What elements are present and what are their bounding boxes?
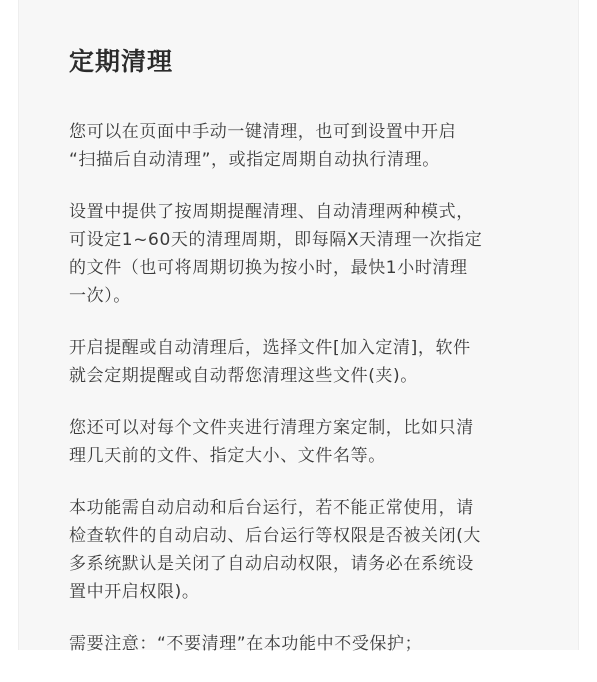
- paragraph-permissions: [69, 494, 539, 606]
- paragraph-modes: [69, 198, 539, 310]
- text-line: 置中开启权限)。: [69, 582, 200, 602]
- text-line: 一次）。: [69, 286, 131, 306]
- help-card: [18, 0, 579, 654]
- paragraph-add-files: [69, 334, 539, 390]
- text-line: 开启提醒或自动清理后，选择文件[加入定清]，软件: [69, 338, 471, 358]
- text-line: 多系统默认是关闭了自动启动权限，请务必在系统设: [69, 554, 474, 574]
- text-line: 检查软件的自动启动、后台运行等权限是否被关闭(大: [69, 526, 482, 546]
- text-line: 本功能需自动启动和后台运行，若不能正常使用，请: [69, 498, 474, 518]
- text-line: 您还可以对每个文件夹进行清理方案定制，比如只清: [69, 418, 474, 438]
- help-content: [69, 118, 539, 682]
- paragraph-customize: [69, 414, 539, 470]
- page-title: 定期清理: [69, 47, 174, 76]
- text-line: 您可以在页面中手动一键清理，也可到设置中开启: [69, 122, 457, 142]
- text-line: 理几天前的文件、指定大小、文件名等。: [69, 446, 386, 466]
- paragraph-intro: [69, 118, 539, 174]
- text-line: 需要注意：“不要清理”在本功能中不受保护；: [69, 634, 423, 654]
- text-line: 的文件（也可将周期切换为按小时，最快1小时清理: [69, 258, 468, 278]
- text-line: “扫描后自动清理”，或指定周期自动执行清理。: [69, 150, 440, 170]
- text-line: 可设定1~60天的清理周期，即每隔X天清理一次指定: [69, 230, 483, 250]
- text-line: 设置中提供了按周期提醒清理、自动清理两种模式，: [69, 202, 474, 222]
- text-line: 就会定期提醒或自动帮您清理这些文件(夹)。: [69, 366, 418, 386]
- paragraph-note: [69, 630, 539, 658]
